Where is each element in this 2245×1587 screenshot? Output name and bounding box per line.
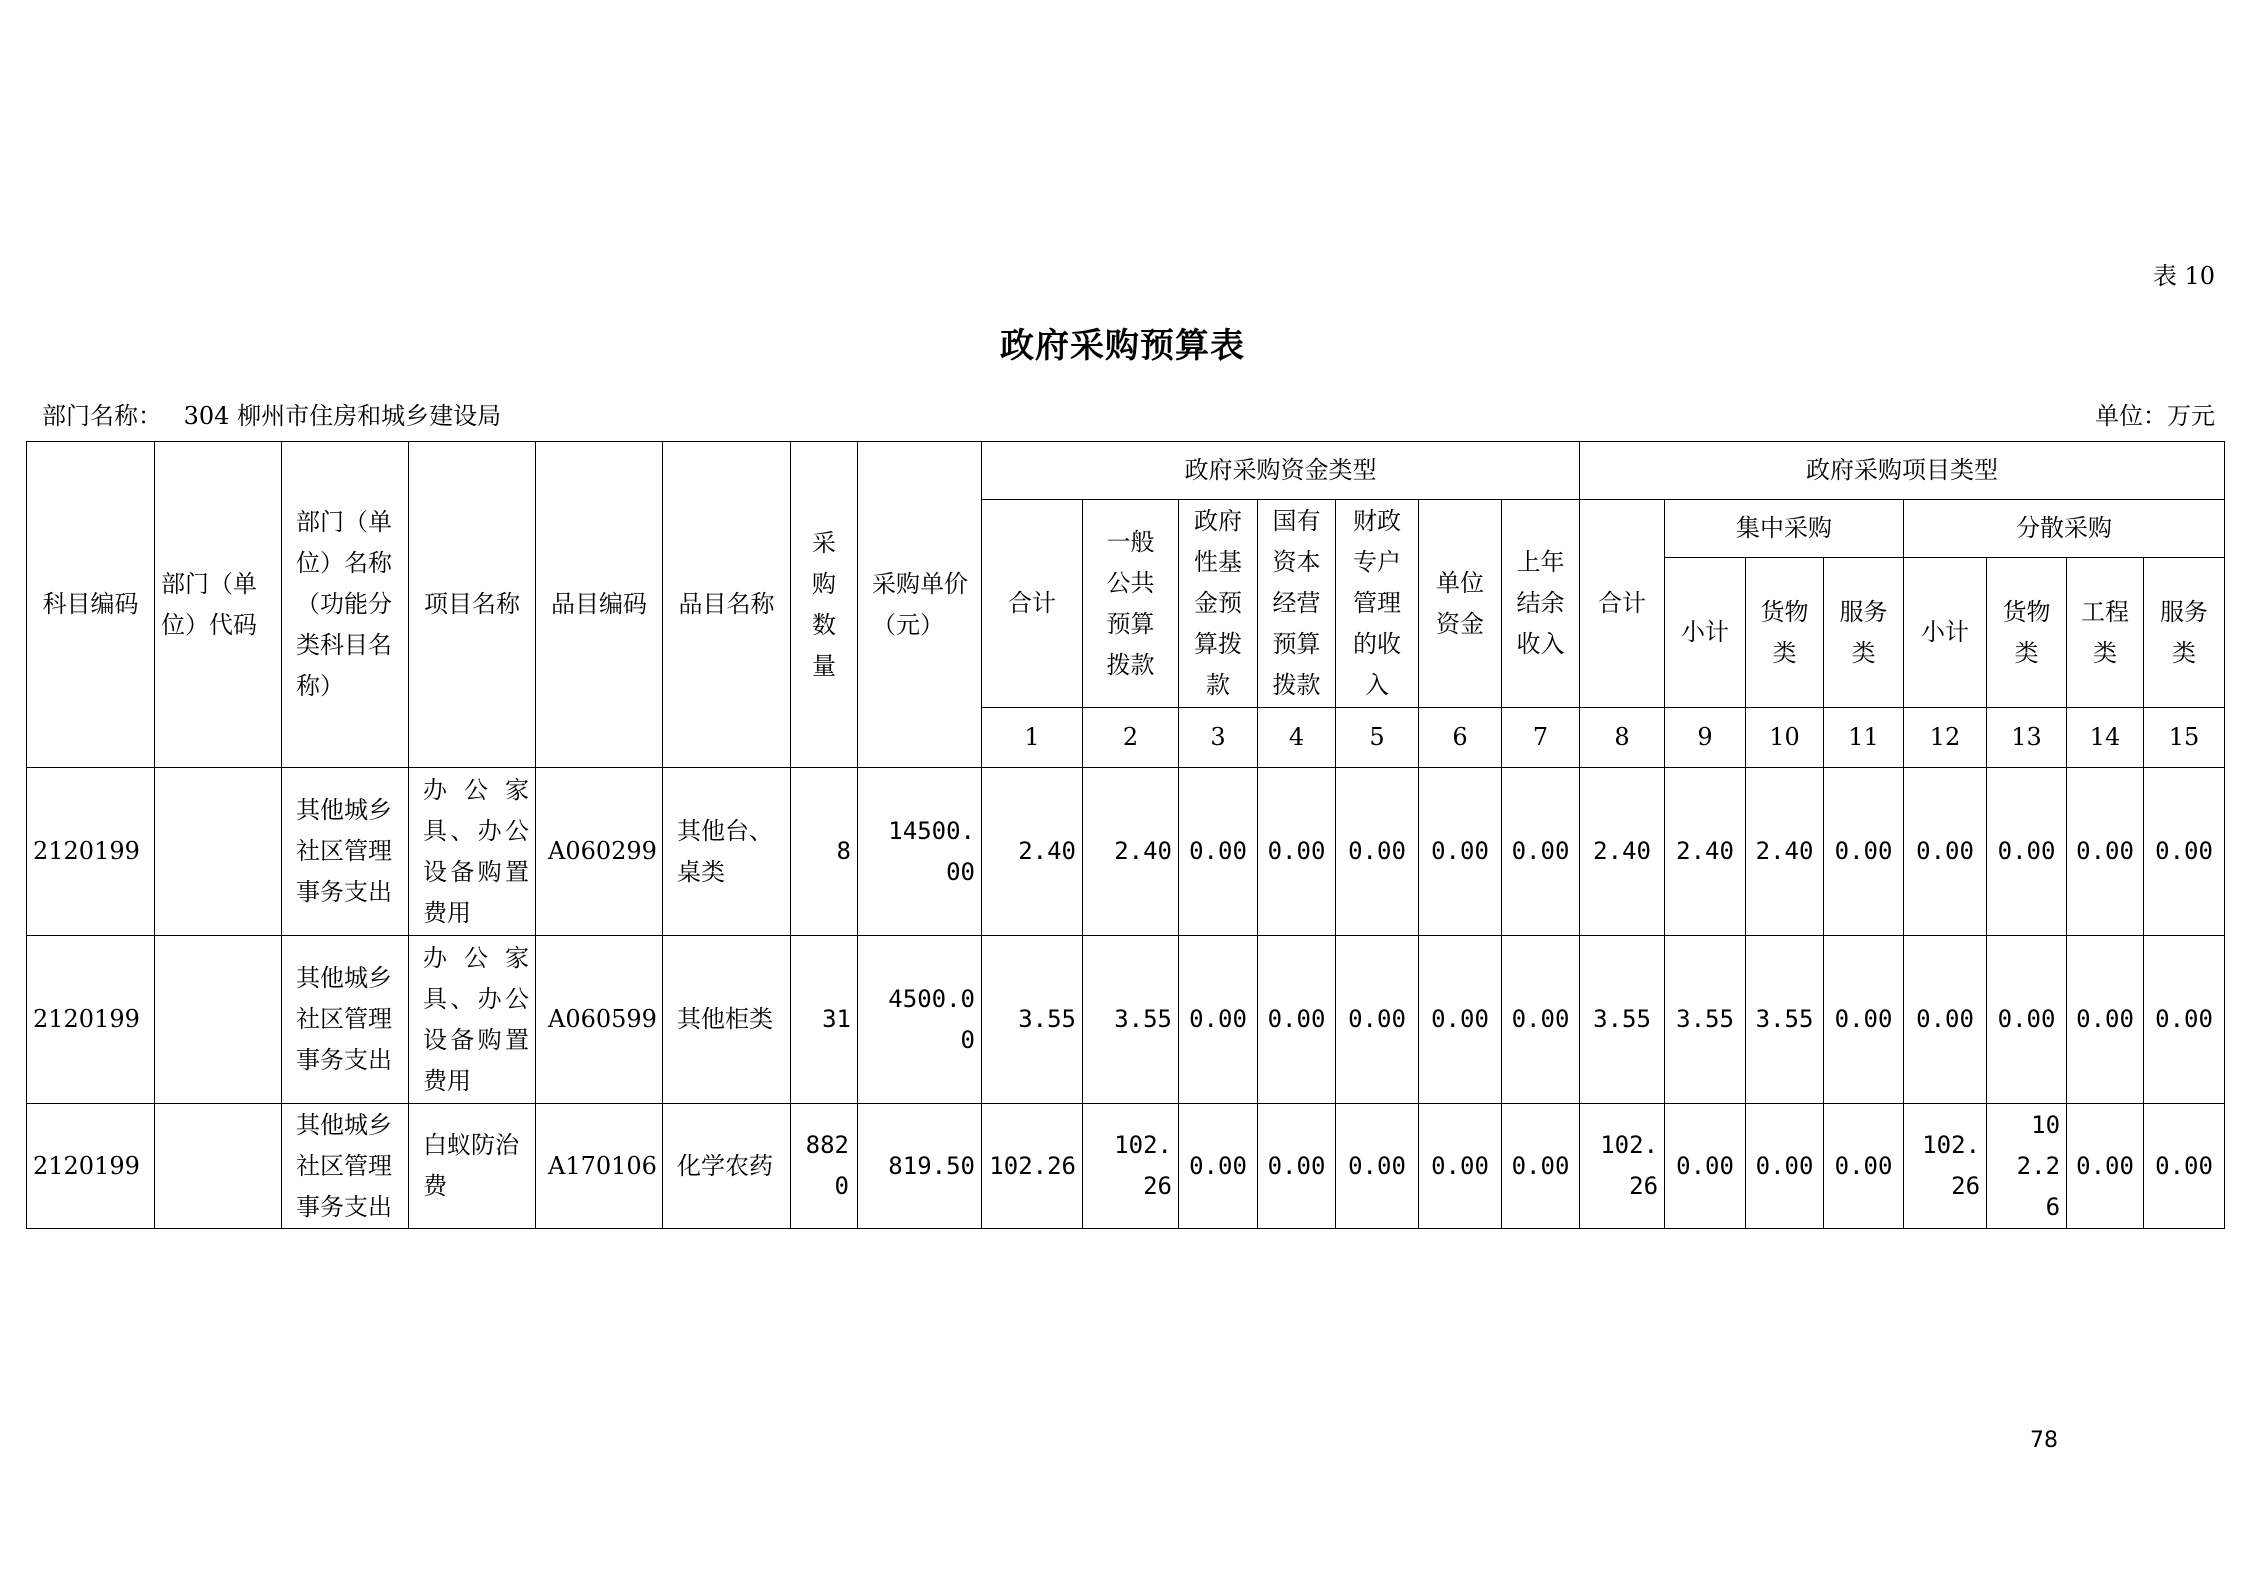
cell-item-code: A060599 — [536, 936, 663, 1104]
header-fund-state: 国有资本经营预算拨款 — [1258, 500, 1336, 708]
department-label: 部门名称： — [42, 402, 162, 430]
cell-quantity: 31 — [791, 936, 858, 1104]
cell-value: 0.00 — [1336, 1104, 1419, 1229]
unit-label: 单位：万元 — [2095, 402, 2215, 430]
header-central-subtotal: 小计 — [1665, 558, 1746, 708]
col-number: 8 — [1580, 708, 1665, 768]
col-number: 2 — [1083, 708, 1179, 768]
cell-value: 0.00 — [1987, 936, 2067, 1104]
cell-value: 102.26 — [1083, 1104, 1179, 1229]
header-fund-group: 政府采购资金类型 — [982, 442, 1580, 500]
cell-unit-price: 14500.00 — [858, 768, 982, 936]
col-number: 15 — [2144, 708, 2225, 768]
cell-value: 3.55 — [1083, 936, 1179, 1104]
cell-project-name: 白蚁防治费 — [409, 1104, 536, 1229]
cell-dept-name: 其他城乡社区管理事务支出 — [282, 936, 409, 1104]
cell-subject-code: 2120199 — [27, 1104, 155, 1229]
header-item-name: 品目名称 — [663, 442, 791, 768]
cell-value: 0.00 — [1179, 1104, 1258, 1229]
cell-value: 0.00 — [1824, 768, 1904, 936]
cell-value: 0.00 — [2144, 1104, 2225, 1229]
cell-value: 0.00 — [1258, 768, 1336, 936]
cell-value: 0.00 — [1824, 1104, 1904, 1229]
header-fund-total: 合计 — [982, 500, 1083, 708]
cell-dept-code — [155, 1104, 282, 1229]
cell-value: 0.00 — [1904, 936, 1987, 1104]
col-number: 5 — [1336, 708, 1419, 768]
cell-project-name: 办公家具、办公设备购置费用 — [409, 936, 536, 1104]
header-centralized: 集中采购 — [1665, 500, 1904, 558]
department-line — [42, 396, 501, 431]
header-fund-gov: 政府性基金预算拨款 — [1179, 500, 1258, 708]
table-row — [27, 936, 2225, 1104]
col-number: 11 — [1824, 708, 1904, 768]
cell-quantity: 8 — [791, 768, 858, 936]
col-number: 3 — [1179, 708, 1258, 768]
cell-unit-price: 819.50 — [858, 1104, 982, 1229]
col-number: 12 — [1904, 708, 1987, 768]
cell-value: 2.40 — [982, 768, 1083, 936]
cell-subject-code: 2120199 — [27, 768, 155, 936]
cell-value: 0.00 — [2144, 936, 2225, 1104]
header-subject-code: 科目编码 — [27, 442, 155, 768]
cell-value: 0.00 — [1419, 768, 1502, 936]
cell-value: 102.26 — [982, 1104, 1083, 1229]
header-fund-special: 财政专户管理的收入 — [1336, 500, 1419, 708]
header-central-services: 服务类 — [1824, 558, 1904, 708]
cell-value: 0.00 — [1258, 936, 1336, 1104]
header-item-code: 品目编码 — [536, 442, 663, 768]
header-project-group: 政府采购项目类型 — [1580, 442, 2225, 500]
cell-dept-code — [155, 936, 282, 1104]
col-number: 6 — [1419, 708, 1502, 768]
header-quantity: 采购数量 — [791, 442, 858, 768]
table-row — [27, 768, 2225, 936]
cell-value: 3.55 — [1580, 936, 1665, 1104]
cell-item-code: A060299 — [536, 768, 663, 936]
cell-value: 0.00 — [1746, 1104, 1824, 1229]
cell-value: 0.00 — [1258, 1104, 1336, 1229]
cell-value: 0.00 — [2067, 1104, 2144, 1229]
header-disp-services: 服务类 — [2144, 558, 2225, 708]
header-dept-name: 部门（单位）名称（功能分类科目名称） — [282, 442, 409, 768]
cell-value: 0.00 — [1987, 768, 2067, 936]
col-number: 1 — [982, 708, 1083, 768]
cell-value: 0.00 — [1502, 1104, 1580, 1229]
table-row — [27, 1104, 2225, 1229]
cell-dept-code — [155, 768, 282, 936]
cell-value: 0.00 — [1502, 768, 1580, 936]
cell-subject-code: 2120199 — [27, 936, 155, 1104]
header-fund-general: 一般公共预算拨款 — [1083, 500, 1179, 708]
cell-value: 2.40 — [1746, 768, 1824, 936]
page-title: 政府采购预算表 — [1000, 326, 1245, 366]
header-row-1 — [27, 442, 2225, 500]
cell-item-code: A170106 — [536, 1104, 663, 1229]
col-number: 7 — [1502, 708, 1580, 768]
cell-value: 2.40 — [1580, 768, 1665, 936]
cell-value: 0.00 — [2144, 768, 2225, 936]
cell-value: 0.00 — [1336, 936, 1419, 1104]
header-project-name: 项目名称 — [409, 442, 536, 768]
header-dept-code: 部门（单位）代码 — [155, 442, 282, 768]
page-number: 78 — [2030, 1428, 2058, 1453]
cell-item-name: 化学农药 — [663, 1104, 791, 1229]
col-number: 10 — [1746, 708, 1824, 768]
header-fund-unit: 单位资金 — [1419, 500, 1502, 708]
cell-value: 0.00 — [1419, 1104, 1502, 1229]
cell-dept-name: 其他城乡社区管理事务支出 — [282, 1104, 409, 1229]
department-value: 304 柳州市住房和城乡建设局 — [183, 402, 502, 430]
cell-item-name: 其他台、桌类 — [663, 768, 791, 936]
cell-dept-name: 其他城乡社区管理事务支出 — [282, 768, 409, 936]
header-proj-total: 合计 — [1580, 500, 1665, 708]
col-number: 13 — [1987, 708, 2067, 768]
cell-quantity: 8820 — [791, 1104, 858, 1229]
cell-value: 2.40 — [1083, 768, 1179, 936]
header-disp-goods: 货物类 — [1987, 558, 2067, 708]
cell-value: 0.00 — [1179, 768, 1258, 936]
cell-value: 0.00 — [2067, 936, 2144, 1104]
cell-value: 0.00 — [1502, 936, 1580, 1104]
cell-value: 102.26 — [1987, 1104, 2067, 1229]
col-number: 4 — [1258, 708, 1336, 768]
cell-value: 3.55 — [1746, 936, 1824, 1104]
cell-item-name: 其他柜类 — [663, 936, 791, 1104]
header-central-goods: 货物类 — [1746, 558, 1824, 708]
col-number: 14 — [2067, 708, 2144, 768]
cell-unit-price: 4500.00 — [858, 936, 982, 1104]
cell-value: 0.00 — [1419, 936, 1502, 1104]
header-dispersed: 分散采购 — [1904, 500, 2225, 558]
cell-value: 102.26 — [1580, 1104, 1665, 1229]
header-fund-carryover: 上年结余收入 — [1502, 500, 1580, 708]
cell-value: 0.00 — [1665, 1104, 1746, 1229]
cell-project-name: 办公家具、办公设备购置费用 — [409, 768, 536, 936]
cell-value: 102.26 — [1904, 1104, 1987, 1229]
cell-value: 0.00 — [1824, 936, 1904, 1104]
header-unit-price: 采购单价（元） — [858, 442, 982, 768]
cell-value: 3.55 — [1665, 936, 1746, 1104]
header-disp-subtotal: 小计 — [1904, 558, 1987, 708]
cell-value: 0.00 — [1904, 768, 1987, 936]
cell-value: 2.40 — [1665, 768, 1746, 936]
col-number: 9 — [1665, 708, 1746, 768]
cell-value: 0.00 — [1179, 936, 1258, 1104]
cell-value: 0.00 — [2067, 768, 2144, 936]
table-number: 表 10 — [2152, 262, 2215, 290]
procurement-budget-table — [26, 441, 2225, 1229]
header-disp-works: 工程类 — [2067, 558, 2144, 708]
cell-value: 0.00 — [1336, 768, 1419, 936]
cell-value: 3.55 — [982, 936, 1083, 1104]
